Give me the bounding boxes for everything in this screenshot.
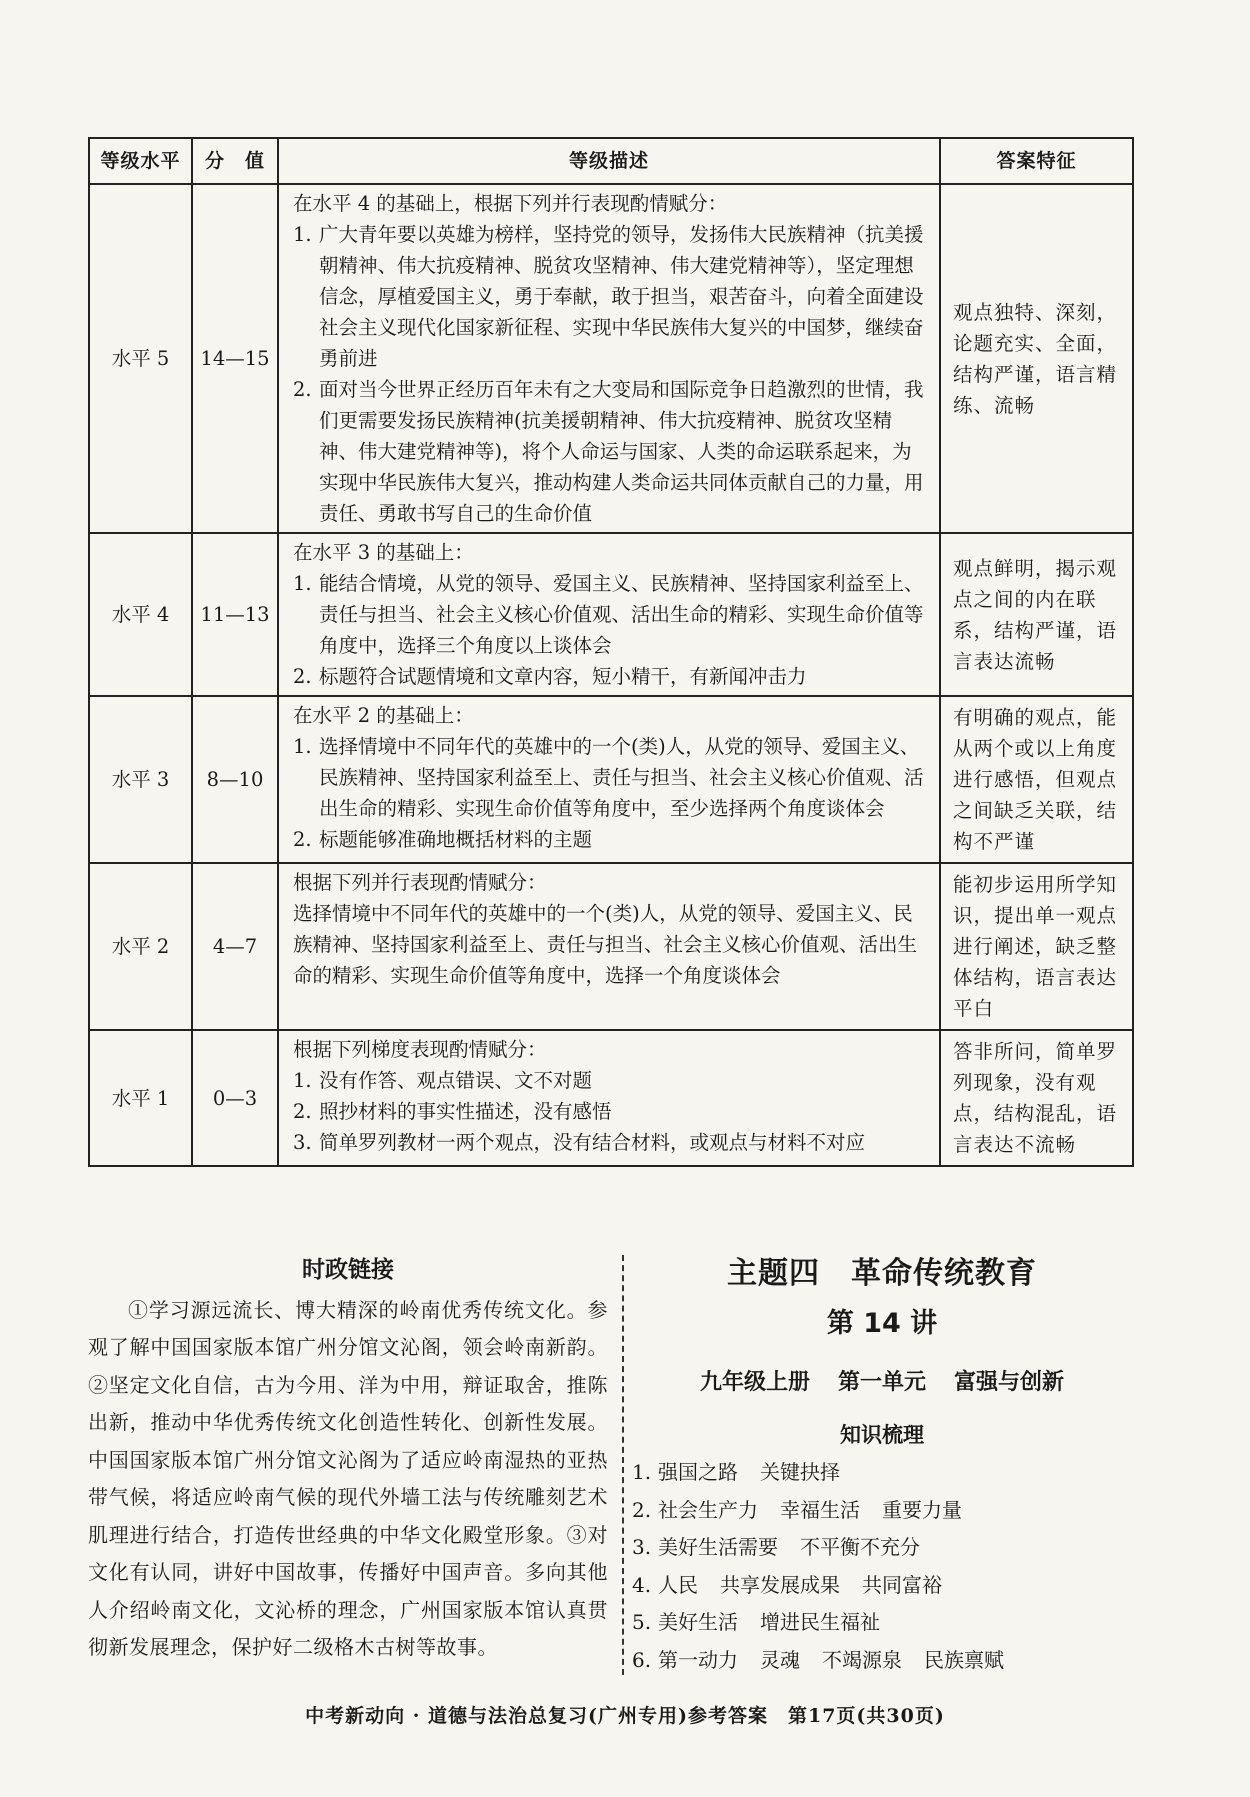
description-cell	[278, 1030, 940, 1166]
score-cell: 4—7	[192, 863, 278, 1030]
lecture-section	[632, 1252, 1132, 1679]
level-cell: 水平 4	[89, 533, 192, 696]
unit-number: 第一单元	[837, 1370, 926, 1395]
term: 共享发展成果	[720, 1572, 840, 1597]
list-item	[632, 1492, 1132, 1530]
item-number: 1.	[293, 735, 312, 758]
unit-grade: 九年级上册	[699, 1370, 810, 1395]
item-number: 2.	[632, 1497, 652, 1522]
table-row	[89, 1030, 1133, 1166]
description-cell	[278, 184, 940, 533]
column-divider	[622, 1255, 624, 1675]
description-intro: 根据下列并行表现酌情赋分：	[293, 871, 547, 894]
description-body: 选择情境中不同年代的英雄中的一个(类)人，从党的领导、爱国主义、民族精神、坚持国家利益至上、责任与担当、社会主义核心价值观、活出生命的精彩、实现生命价值等角度中，选择一个角度谈体会	[293, 902, 918, 987]
unit-name: 富强与创新	[954, 1370, 1065, 1395]
description-item	[293, 374, 929, 529]
table-row	[89, 863, 1133, 1030]
header-description: 等级描述	[278, 138, 940, 184]
item-text: 标题符合试题情境和文章内容，短小精干，有新闻冲击力	[319, 665, 807, 688]
term: 增进民生福祉	[760, 1610, 880, 1634]
description-item	[293, 1065, 929, 1096]
score-cell: 0—3	[192, 1030, 278, 1166]
term: 不竭源泉	[822, 1647, 902, 1672]
item-text: 面对当今世界正经历百年未有之大变局和国际竞争日趋激烈的世情，我们更需要发扬民族精神(抗美援朝精神、伟大抗疫精神、脱贫攻坚精神、伟大建党精神等)，将个人命运与国家、人类的命运联系起来，为实现中华民族伟大复兴，推动构建人类命运共同体贡献自己的力量，用责任、勇敢书写自己的生命价值	[319, 378, 924, 525]
description-item	[293, 824, 929, 855]
unit-title	[632, 1366, 1132, 1400]
description-intro: 在水平 2 的基础上：	[293, 704, 474, 727]
score-cell: 14—15	[192, 184, 278, 533]
item-number: 2.	[293, 378, 312, 401]
description-intro: 在水平 4 的基础上，根据下列并行表现酌情赋分：	[293, 192, 728, 215]
item-number: 4.	[632, 1572, 652, 1597]
feature-cell: 观点鲜明，揭示观点之间的内在联系，结构严谨，语言表达流畅	[940, 533, 1133, 696]
term: 共同富裕	[862, 1572, 942, 1597]
lecture-title: 第 14 讲	[826, 1308, 938, 1339]
description-item	[293, 1096, 929, 1127]
item-number: 2.	[293, 828, 312, 851]
level-cell: 水平 1	[89, 1030, 192, 1166]
description-item	[293, 219, 929, 374]
term: 强国之路	[658, 1460, 738, 1484]
item-text: 简单罗列教材一两个观点，没有结合材料，或观点与材料不对应	[319, 1131, 866, 1154]
list-item	[632, 1567, 1132, 1605]
grading-table	[88, 137, 1134, 1167]
level-cell: 水平 5	[89, 184, 192, 533]
description-item	[293, 661, 929, 692]
item-number: 2.	[293, 665, 312, 688]
knowledge-section-title: 知识梳理	[840, 1423, 924, 1447]
description-intro: 在水平 3 的基础上：	[293, 541, 474, 564]
table-row	[89, 533, 1133, 696]
term: 民族禀赋	[924, 1647, 1004, 1672]
description-cell	[278, 533, 940, 696]
item-text: 能结合情境，从党的领导、爱国主义、民族精神、坚持国家利益至上、责任与担当、社会主义核心价值观、活出生命的精彩、实现生命价值等角度中，选择三个角度以上谈体会	[319, 572, 924, 657]
term: 不平衡不充分	[800, 1535, 920, 1559]
list-item	[632, 1642, 1132, 1680]
item-number: 1.	[632, 1460, 652, 1484]
term: 美好生活需要	[658, 1535, 778, 1559]
item-number: 1.	[293, 223, 312, 246]
description-cell	[278, 863, 940, 1030]
header-score: 分 值	[192, 138, 278, 184]
description-item	[293, 731, 929, 824]
term: 第一动力	[658, 1647, 738, 1672]
feature-cell: 能初步运用所学知识，提出单一观点进行阐述，缺乏整体结构，语言表达平白	[940, 863, 1133, 1030]
news-link-body: ①学习源远流长、博大精深的岭南优秀传统文化。参观了解中国国家版本馆广州分馆文沁阁，领会岭南新韵。②坚定文化自信，古为今用、洋为中用，辩证取舍，推陈出新，推动中华优秀传统文化创造性转化、创新性发展。中国国家版本馆广州分馆文沁阁为了适应岭南湿热的亚热带气候，将适应岭南气候的现代外墙工法与传统雕刻艺术肌理进行结合，打造传世经典的中华文化殿堂形象。③对文化有认同，讲好中国故事，传播好中国声音。多向其他人介绍岭南文化，文沁桥的理念，广州国家版本馆认真贯彻新发展理念，保护好二级格木古树等故事。	[88, 1297, 608, 1659]
feature-cell: 观点独特、深刻，论题充实、全面，结构严谨，语言精练、流畅	[940, 184, 1133, 533]
term: 重要力量	[882, 1497, 962, 1522]
list-item	[632, 1604, 1132, 1642]
item-text: 标题能够准确地概括材料的主题	[319, 828, 593, 851]
theme-title: 主题四 革命传统教育	[727, 1256, 1037, 1291]
list-item	[632, 1529, 1132, 1567]
page-footer: 中考新动向 · 道德与法治总复习(广州专用)参考答案 第17页(共30页)	[305, 1705, 945, 1727]
term: 灵魂	[760, 1647, 800, 1672]
table-row	[89, 696, 1133, 863]
term: 人民	[658, 1572, 698, 1597]
item-text: 选择情境中不同年代的英雄中的一个(类)人，从党的领导、爱国主义、民族精神、坚持国家利益至上、责任与担当、社会主义核心价值观、活出生命的精彩、实现生命价值等角度中，至少选择两个角度谈体会	[319, 735, 924, 820]
feature-cell: 有明确的观点，能从两个或以上角度进行感悟，但观点之间缺乏关联，结构不严谨	[940, 696, 1133, 863]
score-cell: 11—13	[192, 533, 278, 696]
level-cell: 水平 3	[89, 696, 192, 863]
table-row	[89, 184, 1133, 533]
header-level: 等级水平	[89, 138, 192, 184]
item-number: 1.	[293, 1069, 312, 1092]
term: 社会生产力	[658, 1497, 758, 1522]
item-text: 广大青年要以英雄为榜样，坚持党的领导，发扬伟大民族精神（抗美援朝精神、伟大抗疫精神、脱贫攻坚精神、伟大建党精神等），坚定理想信念，厚植爱国主义，勇于奉献，敢于担当，艰苦奋斗，向着全面建设社会主义现代化国家新征程、实现中华民族伟大复兴的中国梦，继续奋勇前进	[319, 223, 924, 370]
table-header-row	[89, 138, 1133, 184]
item-number: 3.	[632, 1535, 652, 1559]
description-item	[293, 568, 929, 661]
item-number: 3.	[293, 1131, 312, 1154]
item-text: 没有作答、观点错误、文不对题	[319, 1069, 593, 1092]
item-number: 2.	[293, 1100, 312, 1123]
score-cell: 8—10	[192, 696, 278, 863]
list-item	[632, 1454, 1132, 1492]
description-intro: 根据下列梯度表现酌情赋分：	[293, 1038, 547, 1061]
item-number: 1.	[293, 572, 312, 595]
level-cell: 水平 2	[89, 863, 192, 1030]
feature-cell: 答非所问，简单罗列现象，没有观点，结构混乱，语言表达不流畅	[940, 1030, 1133, 1166]
item-number: 5.	[632, 1610, 652, 1634]
description-cell	[278, 696, 940, 863]
item-text: 照抄材料的事实性描述，没有感悟	[319, 1100, 612, 1123]
knowledge-list	[632, 1454, 1132, 1679]
news-link-section	[88, 1252, 608, 1667]
term: 关键抉择	[760, 1460, 840, 1484]
news-link-title: 时政链接	[302, 1257, 394, 1283]
description-item	[293, 1127, 929, 1158]
term: 幸福生活	[780, 1497, 860, 1522]
header-feature: 答案特征	[940, 138, 1133, 184]
term: 美好生活	[658, 1610, 738, 1634]
item-number: 6.	[632, 1647, 652, 1672]
